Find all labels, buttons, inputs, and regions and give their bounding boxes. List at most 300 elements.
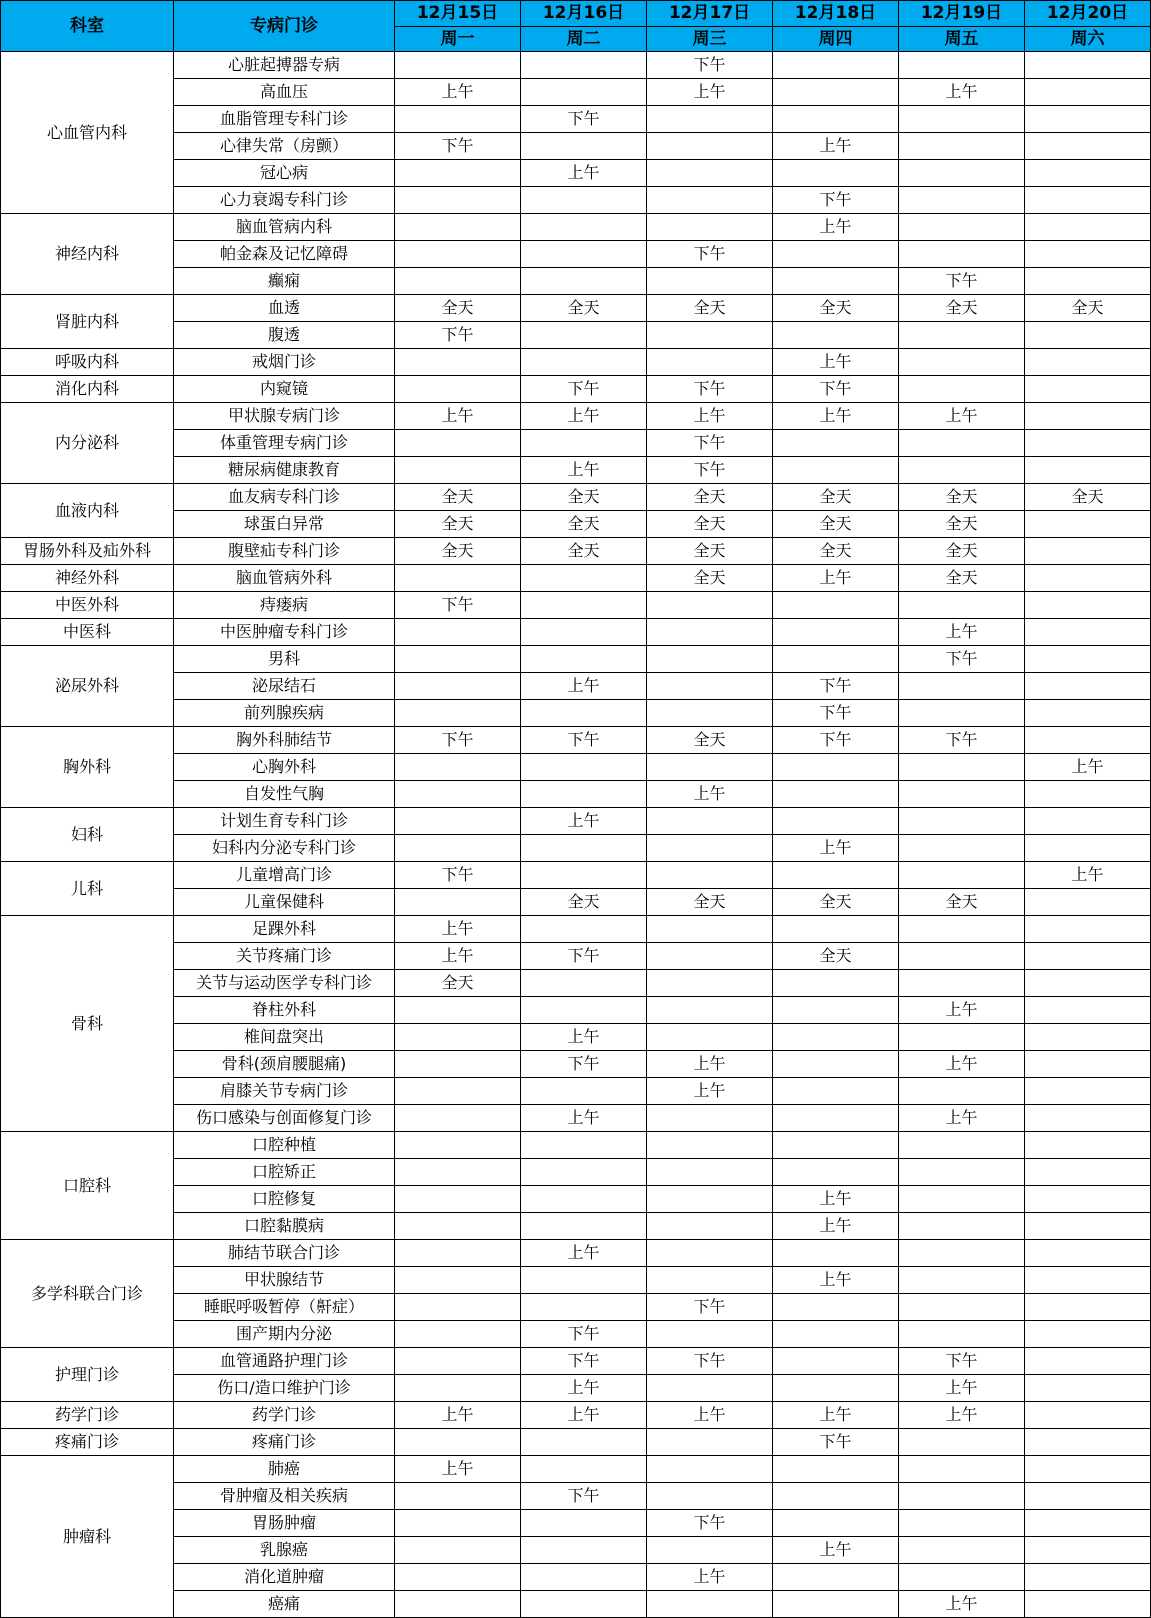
schedule-slot [899, 1240, 1025, 1267]
schedule-slot [521, 1537, 647, 1564]
table-row [1, 187, 1151, 214]
schedule-slot [899, 1510, 1025, 1537]
table-row [1, 106, 1151, 133]
schedule-body [1, 52, 1151, 1618]
schedule-slot [521, 1132, 647, 1159]
schedule-slot [899, 916, 1025, 943]
clinic-name: 糖尿病健康教育 [174, 457, 395, 484]
clinic-name: 甲状腺专病门诊 [174, 403, 395, 430]
table-row [1, 970, 1151, 997]
schedule-slot [899, 241, 1025, 268]
schedule-slot [773, 1078, 899, 1105]
clinic-name: 戒烟门诊 [174, 349, 395, 376]
clinic-name: 口腔种植 [174, 1132, 395, 1159]
schedule-slot [395, 430, 521, 457]
schedule-slot: 全天 [647, 511, 773, 538]
schedule-slot [773, 1240, 899, 1267]
schedule-slot [521, 1591, 647, 1618]
schedule-slot [1025, 1348, 1151, 1375]
schedule-slot [395, 52, 521, 79]
schedule-slot [395, 1024, 521, 1051]
schedule-slot [395, 187, 521, 214]
schedule-slot [899, 133, 1025, 160]
schedule-slot [773, 1591, 899, 1618]
schedule-slot [899, 1483, 1025, 1510]
schedule-slot [899, 349, 1025, 376]
schedule-slot: 全天 [395, 295, 521, 322]
department-name: 血液内科 [1, 484, 174, 538]
clinic-name: 口腔矫正 [174, 1159, 395, 1186]
schedule-slot [1025, 835, 1151, 862]
department-name: 泌尿外科 [1, 646, 174, 727]
schedule-slot: 下午 [395, 322, 521, 349]
schedule-slot: 全天 [521, 538, 647, 565]
schedule-slot [521, 322, 647, 349]
schedule-slot [1025, 187, 1151, 214]
schedule-slot: 下午 [647, 241, 773, 268]
schedule-slot [395, 1132, 521, 1159]
table-row [1, 862, 1151, 889]
schedule-slot [647, 1321, 773, 1348]
schedule-slot: 上午 [1025, 754, 1151, 781]
schedule-slot: 上午 [899, 1591, 1025, 1618]
table-row [1, 808, 1151, 835]
schedule-slot [395, 1591, 521, 1618]
date-header: 12月18日 [773, 1, 899, 27]
date-header: 12月19日 [899, 1, 1025, 27]
clinic-name: 腹透 [174, 322, 395, 349]
table-row [1, 1213, 1151, 1240]
schedule-slot [773, 241, 899, 268]
schedule-slot [647, 1375, 773, 1402]
department-name: 内分泌科 [1, 403, 174, 484]
weekday-header: 周一 [395, 27, 521, 52]
schedule-slot [899, 1564, 1025, 1591]
table-row [1, 727, 1151, 754]
table-row [1, 835, 1151, 862]
schedule-slot: 上午 [647, 1078, 773, 1105]
schedule-slot [1025, 268, 1151, 295]
schedule-slot [647, 1024, 773, 1051]
table-row [1, 160, 1151, 187]
schedule-slot: 上午 [773, 403, 899, 430]
table-row [1, 1024, 1151, 1051]
table-row [1, 1240, 1151, 1267]
schedule-slot [1025, 1078, 1151, 1105]
table-row [1, 214, 1151, 241]
schedule-slot [899, 430, 1025, 457]
table-row [1, 619, 1151, 646]
schedule-slot [395, 1105, 521, 1132]
schedule-slot [647, 1186, 773, 1213]
schedule-slot: 上午 [773, 565, 899, 592]
table-row [1, 484, 1151, 511]
table-row [1, 1105, 1151, 1132]
table-row [1, 430, 1151, 457]
schedule-slot [899, 457, 1025, 484]
schedule-slot: 下午 [521, 727, 647, 754]
clinic-name: 疼痛门诊 [174, 1429, 395, 1456]
schedule-slot: 上午 [521, 673, 647, 700]
schedule-slot [1025, 133, 1151, 160]
clinic-name: 妇科内分泌专科门诊 [174, 835, 395, 862]
schedule-slot [1025, 214, 1151, 241]
schedule-slot: 下午 [521, 376, 647, 403]
schedule-slot [1025, 1132, 1151, 1159]
schedule-slot: 上午 [899, 403, 1025, 430]
schedule-slot [899, 700, 1025, 727]
schedule-slot [395, 1267, 521, 1294]
table-row [1, 997, 1151, 1024]
clinic-name: 心律失常（房颤） [174, 133, 395, 160]
schedule-slot: 全天 [773, 511, 899, 538]
schedule-slot [773, 1294, 899, 1321]
schedule-slot: 全天 [647, 538, 773, 565]
table-row [1, 1402, 1151, 1429]
department-name: 神经外科 [1, 565, 174, 592]
clinic-name: 血脂管理专科门诊 [174, 106, 395, 133]
clinic-name: 内窥镜 [174, 376, 395, 403]
table-row [1, 1267, 1151, 1294]
schedule-slot: 上午 [899, 1402, 1025, 1429]
table-row [1, 1510, 1151, 1537]
schedule-slot [521, 133, 647, 160]
schedule-slot: 下午 [773, 727, 899, 754]
department-name: 妇科 [1, 808, 174, 862]
clinic-name: 计划生育专科门诊 [174, 808, 395, 835]
schedule-slot: 全天 [647, 889, 773, 916]
schedule-slot [1025, 673, 1151, 700]
schedule-slot [1025, 538, 1151, 565]
schedule-slot: 上午 [521, 1375, 647, 1402]
schedule-slot [773, 1159, 899, 1186]
table-row [1, 1564, 1151, 1591]
schedule-slot: 全天 [395, 970, 521, 997]
clinic-name: 高血压 [174, 79, 395, 106]
clinic-name: 痔瘘病 [174, 592, 395, 619]
schedule-slot: 下午 [521, 1051, 647, 1078]
schedule-slot: 全天 [395, 538, 521, 565]
schedule-slot [899, 1429, 1025, 1456]
schedule-slot: 全天 [899, 484, 1025, 511]
schedule-slot [1025, 781, 1151, 808]
schedule-slot [773, 646, 899, 673]
clinic-name: 球蛋白异常 [174, 511, 395, 538]
table-row [1, 1375, 1151, 1402]
schedule-slot [899, 106, 1025, 133]
schedule-slot [647, 619, 773, 646]
schedule-slot [1025, 1591, 1151, 1618]
schedule-slot [521, 1510, 647, 1537]
table-row [1, 52, 1151, 79]
clinic-name: 关节疼痛门诊 [174, 943, 395, 970]
schedule-slot [1025, 1402, 1151, 1429]
schedule-slot [521, 430, 647, 457]
schedule-slot: 上午 [899, 1105, 1025, 1132]
schedule-slot: 下午 [647, 1294, 773, 1321]
schedule-slot [395, 1159, 521, 1186]
schedule-slot [395, 997, 521, 1024]
schedule-slot: 上午 [773, 1537, 899, 1564]
schedule-slot [521, 754, 647, 781]
table-row [1, 1456, 1151, 1483]
schedule-slot [647, 862, 773, 889]
schedule-slot [521, 835, 647, 862]
clinic-name: 关节与运动医学专科门诊 [174, 970, 395, 997]
table-row [1, 1321, 1151, 1348]
schedule-slot: 上午 [647, 79, 773, 106]
schedule-slot [395, 646, 521, 673]
department-name: 口腔科 [1, 1132, 174, 1240]
clinic-name: 脊柱外科 [174, 997, 395, 1024]
weekday-header: 周三 [647, 27, 773, 52]
department-name: 护理门诊 [1, 1348, 174, 1402]
schedule-slot [1025, 1456, 1151, 1483]
clinic-name: 体重管理专病门诊 [174, 430, 395, 457]
schedule-slot [773, 79, 899, 106]
schedule-slot [1025, 403, 1151, 430]
schedule-slot [521, 1267, 647, 1294]
schedule-slot [521, 565, 647, 592]
department-name: 多学科联合门诊 [1, 1240, 174, 1348]
schedule-slot [647, 1132, 773, 1159]
schedule-slot [395, 1510, 521, 1537]
schedule-slot [395, 1186, 521, 1213]
schedule-slot [395, 1537, 521, 1564]
schedule-slot [899, 187, 1025, 214]
schedule-slot [1025, 727, 1151, 754]
schedule-slot [1025, 1537, 1151, 1564]
clinic-name: 肺癌 [174, 1456, 395, 1483]
clinic-name: 儿童增高门诊 [174, 862, 395, 889]
department-name: 药学门诊 [1, 1402, 174, 1429]
schedule-slot: 下午 [647, 376, 773, 403]
date-header: 12月15日 [395, 1, 521, 27]
clinic-name: 儿童保健科 [174, 889, 395, 916]
schedule-slot: 全天 [899, 889, 1025, 916]
schedule-slot: 上午 [899, 997, 1025, 1024]
schedule-slot [899, 1186, 1025, 1213]
table-row [1, 646, 1151, 673]
schedule-slot [521, 349, 647, 376]
schedule-slot [521, 1564, 647, 1591]
clinic-name: 血管通路护理门诊 [174, 1348, 395, 1375]
schedule-slot [773, 1456, 899, 1483]
schedule-slot [395, 1483, 521, 1510]
schedule-slot: 下午 [521, 1483, 647, 1510]
department-name: 肾脏内科 [1, 295, 174, 349]
department-name: 神经内科 [1, 214, 174, 295]
schedule-slot [773, 52, 899, 79]
weekday-header: 周六 [1025, 27, 1151, 52]
table-row [1, 79, 1151, 106]
table-row [1, 322, 1151, 349]
table-row [1, 457, 1151, 484]
table-row [1, 1051, 1151, 1078]
schedule-slot [647, 700, 773, 727]
table-row [1, 1591, 1151, 1618]
schedule-slot: 上午 [521, 1402, 647, 1429]
schedule-slot [647, 268, 773, 295]
schedule-slot [899, 1132, 1025, 1159]
schedule-slot: 下午 [773, 700, 899, 727]
schedule-slot [1025, 1267, 1151, 1294]
department-name: 儿科 [1, 862, 174, 916]
schedule-slot: 全天 [899, 295, 1025, 322]
schedule-slot [521, 1159, 647, 1186]
schedule-slot [1025, 1294, 1151, 1321]
schedule-slot: 上午 [773, 1186, 899, 1213]
schedule-slot [773, 457, 899, 484]
clinic-name: 乳腺癌 [174, 1537, 395, 1564]
schedule-slot [521, 619, 647, 646]
schedule-slot [773, 1105, 899, 1132]
schedule-slot: 下午 [773, 376, 899, 403]
clinic-name: 冠心病 [174, 160, 395, 187]
schedule-slot [899, 835, 1025, 862]
schedule-slot [647, 133, 773, 160]
table-row [1, 1483, 1151, 1510]
schedule-slot [773, 1510, 899, 1537]
table-row [1, 133, 1151, 160]
schedule-slot [899, 1213, 1025, 1240]
schedule-slot [647, 646, 773, 673]
schedule-slot [773, 1132, 899, 1159]
schedule-slot [773, 754, 899, 781]
schedule-slot [395, 457, 521, 484]
department-name: 疼痛门诊 [1, 1429, 174, 1456]
schedule-slot: 全天 [521, 484, 647, 511]
clinic-name: 围产期内分泌 [174, 1321, 395, 1348]
schedule-slot [1025, 646, 1151, 673]
department-name: 肿瘤科 [1, 1456, 174, 1618]
schedule-slot [1025, 1564, 1151, 1591]
schedule-slot: 全天 [521, 295, 647, 322]
schedule-slot [773, 268, 899, 295]
clinic-name: 胸外科肺结节 [174, 727, 395, 754]
clinic-name: 中医肿瘤专科门诊 [174, 619, 395, 646]
schedule-slot: 下午 [899, 1348, 1025, 1375]
weekday-header: 周四 [773, 27, 899, 52]
schedule-slot [899, 322, 1025, 349]
date-header: 12月20日 [1025, 1, 1151, 27]
table-row [1, 1429, 1151, 1456]
department-name: 呼吸内科 [1, 349, 174, 376]
schedule-slot [773, 430, 899, 457]
schedule-slot [395, 106, 521, 133]
table-row [1, 916, 1151, 943]
schedule-slot [1025, 1159, 1151, 1186]
schedule-slot [1025, 1213, 1151, 1240]
schedule-slot [647, 1159, 773, 1186]
clinic-name: 心脏起搏器专病 [174, 52, 395, 79]
schedule-slot: 上午 [899, 79, 1025, 106]
schedule-slot [521, 241, 647, 268]
table-row [1, 673, 1151, 700]
schedule-slot [647, 943, 773, 970]
date-header: 12月16日 [521, 1, 647, 27]
schedule-slot [395, 349, 521, 376]
schedule-slot [521, 1213, 647, 1240]
schedule-slot: 上午 [521, 1024, 647, 1051]
schedule-slot [647, 214, 773, 241]
schedule-slot: 下午 [647, 430, 773, 457]
department-name: 骨科 [1, 916, 174, 1132]
schedule-slot [395, 376, 521, 403]
schedule-slot [395, 268, 521, 295]
schedule-slot [395, 1078, 521, 1105]
schedule-slot: 下午 [773, 673, 899, 700]
table-row [1, 565, 1151, 592]
schedule-slot [899, 1267, 1025, 1294]
schedule-slot [1025, 457, 1151, 484]
schedule-slot [899, 214, 1025, 241]
schedule-slot: 全天 [395, 511, 521, 538]
schedule-slot [773, 619, 899, 646]
schedule-slot [395, 700, 521, 727]
schedule-slot [521, 646, 647, 673]
table-row [1, 754, 1151, 781]
table-row [1, 1186, 1151, 1213]
schedule-slot [1025, 349, 1151, 376]
table-row [1, 1348, 1151, 1375]
schedule-slot [521, 862, 647, 889]
clinic-name: 帕金森及记忆障碍 [174, 241, 395, 268]
schedule-slot [773, 997, 899, 1024]
schedule-slot [1025, 916, 1151, 943]
department-name: 胸外科 [1, 727, 174, 808]
schedule-slot [773, 160, 899, 187]
department-name: 胃肠外科及疝外科 [1, 538, 174, 565]
table-row [1, 889, 1151, 916]
schedule-slot [521, 1186, 647, 1213]
schedule-slot [395, 781, 521, 808]
schedule-slot: 上午 [647, 1051, 773, 1078]
schedule-slot: 上午 [395, 1456, 521, 1483]
schedule-slot [899, 1024, 1025, 1051]
schedule-slot: 上午 [773, 835, 899, 862]
schedule-slot: 全天 [647, 727, 773, 754]
schedule-slot [773, 1024, 899, 1051]
schedule-slot: 全天 [1025, 295, 1151, 322]
table-row [1, 349, 1151, 376]
clinic-name: 腹壁疝专科门诊 [174, 538, 395, 565]
schedule-slot [647, 997, 773, 1024]
schedule-slot [647, 916, 773, 943]
schedule-slot [1025, 700, 1151, 727]
schedule-slot: 上午 [773, 214, 899, 241]
schedule-slot [395, 1375, 521, 1402]
schedule-slot: 下午 [773, 1429, 899, 1456]
schedule-slot: 下午 [899, 646, 1025, 673]
schedule-slot [1025, 565, 1151, 592]
clinic-name: 癌痛 [174, 1591, 395, 1618]
schedule-slot [773, 1051, 899, 1078]
schedule-slot [647, 1267, 773, 1294]
schedule-slot: 全天 [647, 565, 773, 592]
schedule-slot [899, 1321, 1025, 1348]
schedule-slot: 全天 [773, 538, 899, 565]
schedule-slot [521, 214, 647, 241]
schedule-slot [647, 1591, 773, 1618]
schedule-slot [1025, 592, 1151, 619]
schedule-slot [647, 1483, 773, 1510]
schedule-slot: 上午 [521, 160, 647, 187]
schedule-slot: 全天 [899, 511, 1025, 538]
schedule-slot [899, 781, 1025, 808]
schedule-slot [647, 160, 773, 187]
clinic-name: 心胸外科 [174, 754, 395, 781]
